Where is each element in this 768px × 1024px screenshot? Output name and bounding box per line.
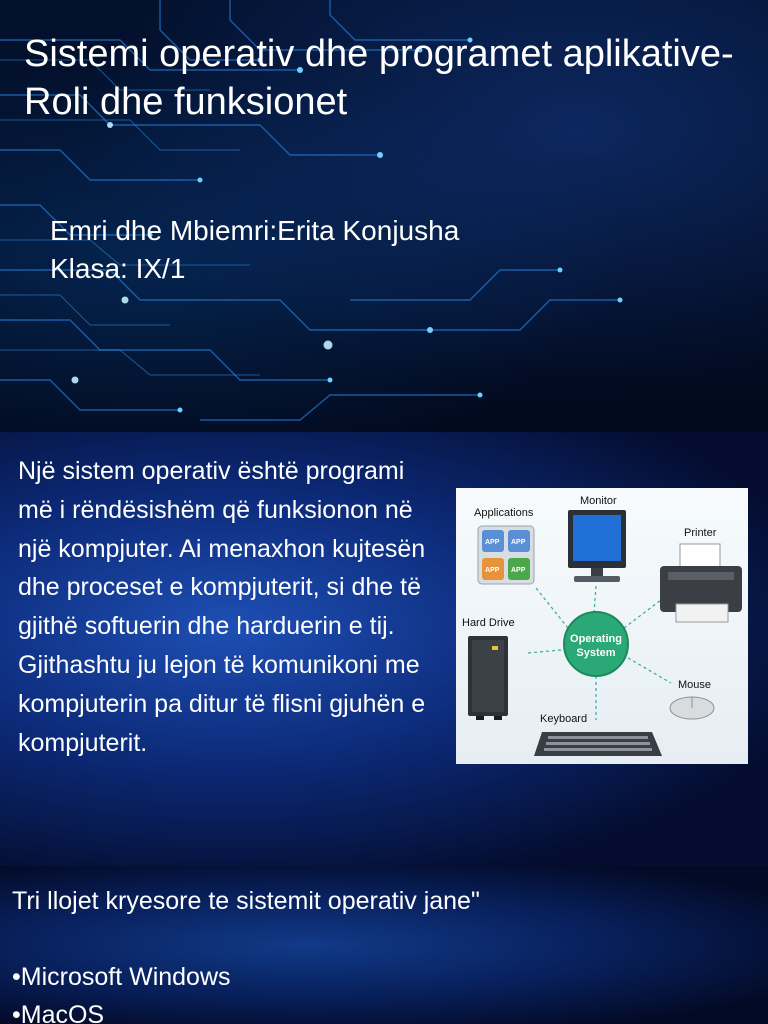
hard-drive-label: Hard Drive — [462, 617, 515, 629]
bullet-macos: •MacOS — [12, 1001, 105, 1024]
title-slide — [0, 0, 768, 432]
printer-icon — [660, 544, 742, 622]
os-types-block — [12, 882, 480, 1024]
class-label: Klasa: IX/1 — [50, 253, 186, 284]
os-types-heading: Tri llojet kryesore te sistemit operativ jane" — [12, 887, 480, 915]
types-slide — [0, 866, 768, 1024]
monitor-icon — [568, 510, 626, 582]
mouse-icon — [670, 697, 714, 719]
keyboard-label: Keyboard — [540, 713, 588, 725]
applications-icon — [478, 526, 534, 584]
applications-label: Applications — [474, 507, 534, 519]
app-tile-label: APP — [511, 539, 526, 546]
spacer — [12, 920, 480, 958]
mouse-label: Mouse — [678, 679, 712, 691]
author-name: Emri dhe Mbiemri:Erita Konjusha — [50, 215, 460, 246]
app-tile-label: APP — [485, 567, 500, 574]
monitor-label: Monitor — [580, 495, 617, 507]
author-block — [50, 212, 459, 288]
app-tile-label: APP — [485, 539, 500, 546]
os-diagram — [456, 488, 748, 764]
printer-label: Printer — [684, 527, 717, 539]
definition-slide — [0, 432, 768, 866]
bullet-windows: •Microsoft Windows — [12, 963, 231, 991]
os-label-line2: System — [576, 647, 616, 659]
keyboard-icon — [534, 732, 662, 756]
os-label-line1: Operating — [570, 633, 622, 645]
hard-drive-icon — [468, 636, 508, 720]
app-tile-label: APP — [511, 567, 526, 574]
definition-paragraph: Një sistem operativ është programi më i rëndësishëm që funksionon në një kompjuter. Ai menaxhon kujtesën dhe proceset e kompjuterit, si dhe të gjithë softuerin dhe harduerin e tij. Gjithashtu ju lejon të komunikoni me kompjuterin pa ditur të flisni gjuhën e kompjuterit. — [18, 457, 426, 757]
page-title: Sistemi operativ dhe programet aplikative-Roli dhe funksionet — [24, 33, 734, 123]
operating-system-node — [564, 612, 628, 676]
os-diagram-graphic — [456, 488, 748, 764]
